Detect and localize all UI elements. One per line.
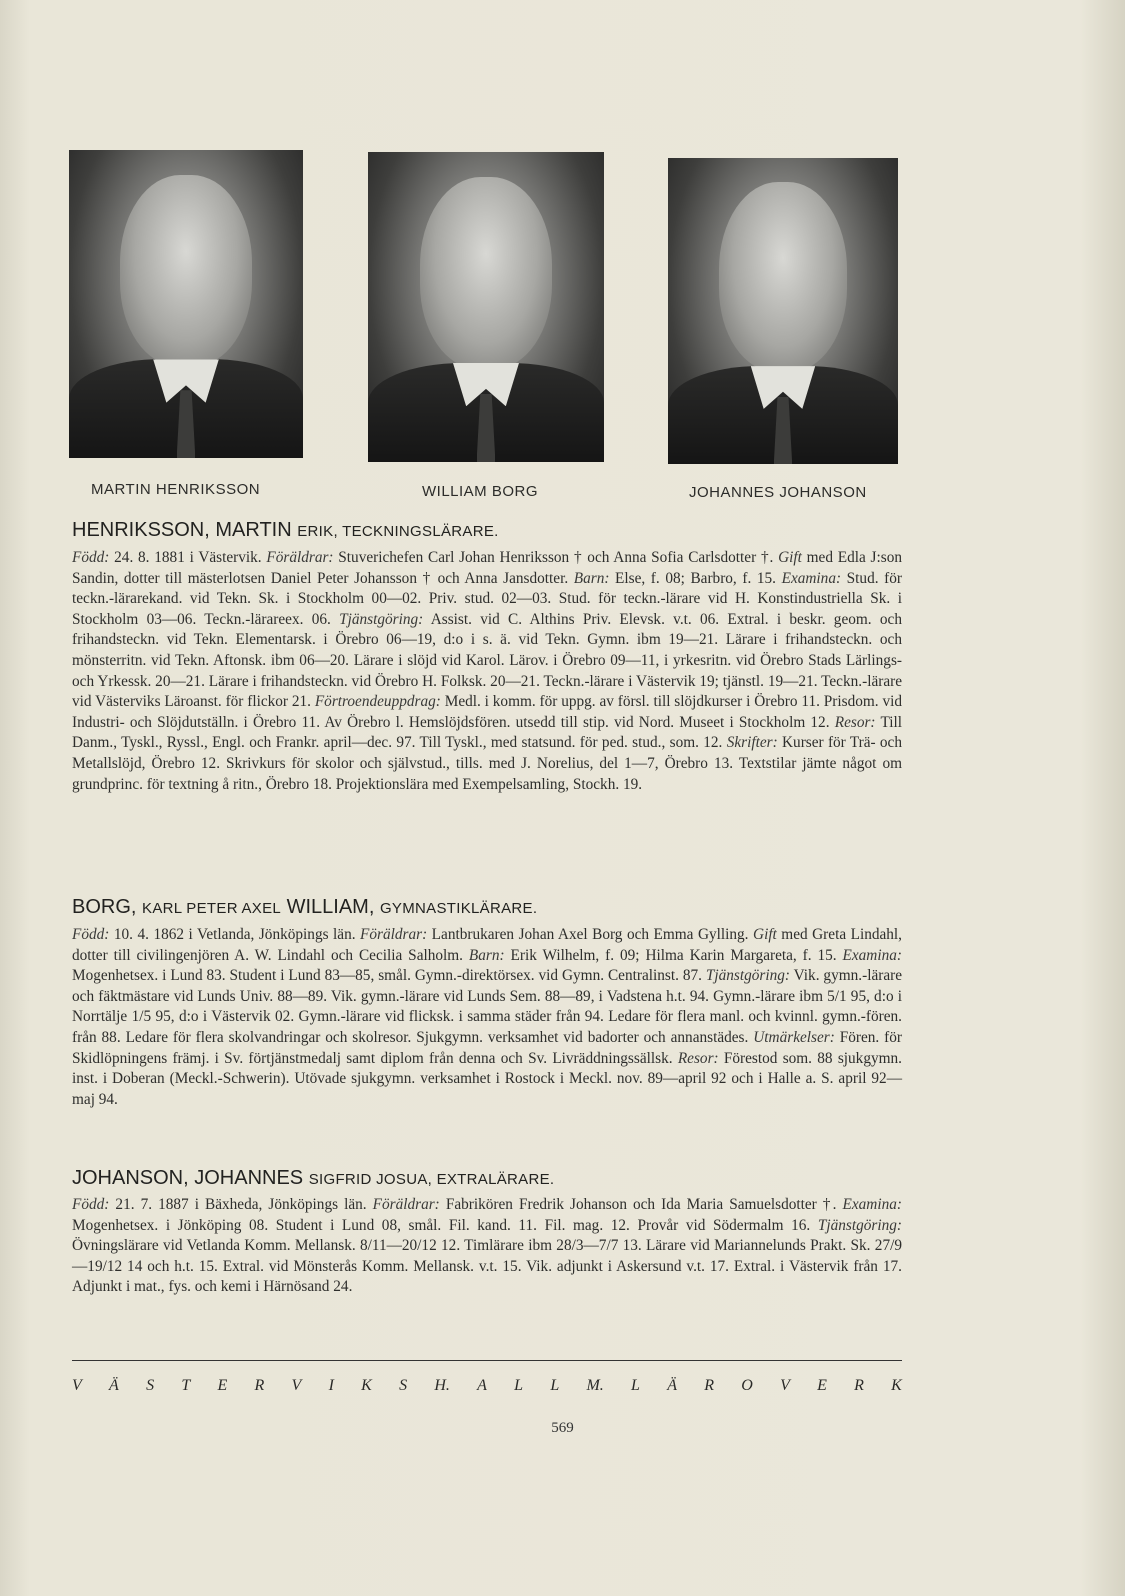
footer-letter: V bbox=[291, 1377, 302, 1394]
entry-body-johanson: Född: 21. 7. 1887 i Bäxheda, Jönköpings län. Föräldrar: Fabrikören Fredrik Johanson och Ida Maria Samuelsdotter †. Examina: Mogenhetsex. i Jönköping 08. Student i Lund 08, smål. Fil. kand. 11. Fil. mag. 12. Provår vid Södermalm 16. Tjänstgöring: Övningslärare vid Vetlanda Komm. Mellansk. 8/11—20/12 12. Timlärare ibm 28/3—7/7 13. Lärare vid Mariannelunds Prakt. Sk. 27/9—19/12 14 och h.t. 15. Extral. vid Mönsterås Komm. Mellansk. v.t. 15. Vik. adjunkt i Askersund v.t. 17. Extral. i Västervik från 17. Adjunkt i mat., fys. och kemi i Härnösand 24. bbox=[72, 1196, 902, 1296]
entry-body-borg: Född: 10. 4. 1862 i Vetlanda, Jönköpings län. Föräldrar: Lantbrukaren Johan Axel Borg och Emma Gylling. Gift med Greta Lindahl, dotter till civilingenjören A. W. Lindahl och Cecilia Salholm. Barn: Erik Wilhelm, f. 09; Hilma Karin Margareta, f. 15. Examina: Mogenhetsex. i Lund 83. Student i Lund 83—85, smål. Gymn.-direktörsex. vid Gymn. Centralinst. 87. Tjänstgöring: Vik. gymn.-lärare och fäktmästare vid Lunds Univ. 88—89. Vik. gymn.-lärare vid Lunds Sem. 88—89, i Vadstena h.t. 94. Gymn.-lärare ibm 5/1 95, d:o i Norrtälje 1/5 95, d:o i Västervik 02. Gymn.-lärare vid flicksk. i samma städer från 94. Ledare för flera manl. och kvinnl. gymn.-fören. från 88. Ledare för flera skolvandringar och skolresor. Sjukgymn. verksamhet vid badorter och annanstädes. Utmärkelser: Fören. för Skidlöpningens främj. i Sv. förtjänstmedalj samt diplom från denna och Sv. Livräddningssällsk. Resor: Förestod som. 88 sjukgymn. inst. i Doberan (Meckl.-Schwerin). Utövade sjukgymn. verksamhet i Rostock i Meckl. nov. 89—april 92 och i Halle a. S. april 92—maj 94. bbox=[72, 926, 903, 1108]
entry-heading-borg bbox=[72, 896, 537, 919]
footer-letter: V bbox=[780, 1377, 790, 1394]
footer-letter: E bbox=[817, 1377, 827, 1394]
entry-body-henriksson: Född: 24. 8. 1881 i Västervik. Föräldrar: Stuverichefen Carl Johan Henriksson † och Anna Sofia Carlsdotter †. Gift med Edla J:son Sandin, dotter till mästerlotsen Daniel Peter Johansson † och Anna Jansdotter. Barn: Else, f. 08; Barbro, f. 15. Examina: Stud. för teckn.-lärarekand. vid Tekn. Sk. i Stockholm 00—02. Priv. stud. 02—03. Stud. för teckn.-lärare vid H. Konstindustriella Sk. i Stockholm 03—06. Teckn.-lärareex. 06. Tjänstgöring: Assist. vid C. Althins Priv. Elevsk. v.t. 06. Extral. i beskr. geom. och frihandsteckn. vid Tekn. Elementarsk. i Örebro 06—19, d:o i s. ä. vid Tekn. Gymn. ibm 19—21. Lärare i frihandsteckn. och mönsterritn. vid Tekn. Aftonsk. ibm 06—20. Lärare i slöjd vid Karol. Lärov. i Örebro 09—11, i yrkesritn. vid Örebro Stads Lärlings- och Yrkessk. 20—21. Lärare i frihandsteckn. vid Örebro H. Folksk. 20—21. Teckn.-lärare i Västervik 19; tjänstl. 19—21. Teckn.-lärare vid Västerviks Läroanst. för flickor 21. Förtroendeuppdrag: Medl. i komm. för uppg. av försl. till slöjdkurser i Örebro 11. Prisdom. vid Industri- och Slöjdutställn. i Örebro 11. Av Örebro l. Hemslöjdsfören. utsedd till stip. vid Nord. Museet i Stockholm 12. Resor: Till Danm., Tyskl., Ryssl., Engl. och Frankr. april—dec. 97. Till Tyskl., med statsund. för ped. stud., som. 12. Skrifter: Kurser för Trä- och Metallslöjd, Örebro 12. Skrivkurs för skolor och självstud., tills. med J. Norelius, del 1—7, Örebro 13. Textstilar jämte något om grundprinc. för textning å ritn., Örebro 18. Projektionslära med Exempelsamling, Stockh. 19. bbox=[72, 549, 903, 793]
entry-title: SIGFRID JOSUA, EXTRALÄRARE. bbox=[308, 1171, 555, 1188]
portrait-martin-henriksson bbox=[69, 150, 303, 458]
footer-letter: R bbox=[854, 1377, 864, 1394]
caption-william-borg: WILLIAM BORG bbox=[422, 483, 539, 500]
page-number: 569 bbox=[551, 1420, 574, 1436]
entry-middle-names: KARL PETER AXEL bbox=[142, 900, 282, 917]
footer-letter: R bbox=[704, 1377, 715, 1394]
footer-letter: K bbox=[361, 1377, 372, 1394]
entry-name: HENRIKSSON, MARTIN bbox=[72, 519, 292, 541]
entry-title: GYMNASTIKLÄRARE. bbox=[379, 900, 538, 917]
entry-name: JOHANSON, JOHANNES bbox=[72, 1167, 304, 1189]
footer-letter: O bbox=[741, 1377, 753, 1394]
footer-letter: A bbox=[477, 1377, 487, 1394]
footer-letter: V bbox=[72, 1377, 82, 1394]
footer-letter: S bbox=[146, 1377, 155, 1394]
running-footer bbox=[72, 1377, 902, 1395]
footer-letter: Ä bbox=[109, 1377, 119, 1394]
footer-letter: T bbox=[181, 1377, 191, 1394]
portrait-william-borg bbox=[368, 152, 604, 462]
footer-letter: L bbox=[514, 1377, 524, 1394]
footer-letter: L bbox=[550, 1377, 560, 1394]
entry-given-name: WILLIAM, bbox=[286, 896, 375, 918]
entry-name: BORG, bbox=[72, 896, 137, 918]
footer-letter: E bbox=[217, 1377, 228, 1394]
footer-letter: L bbox=[631, 1377, 640, 1394]
footer-letter: I bbox=[328, 1377, 334, 1394]
footer-rule bbox=[72, 1360, 902, 1361]
caption-martin-henriksson: MARTIN HENRIKSSON bbox=[91, 481, 261, 498]
caption-johannes-johanson: JOHANNES JOHANSON bbox=[689, 484, 867, 501]
footer-letter: H. bbox=[434, 1377, 450, 1394]
footer-letter: Ä bbox=[667, 1377, 677, 1394]
footer-letter: R bbox=[254, 1377, 265, 1394]
footer-letter: S bbox=[399, 1377, 408, 1394]
footer-letter: K bbox=[891, 1377, 902, 1394]
entry-heading-johanson bbox=[72, 1167, 554, 1190]
entry-title: ERIK, TECKNINGSLÄRARE. bbox=[297, 523, 499, 540]
portrait-johannes-johanson bbox=[668, 158, 898, 464]
entry-heading-henriksson bbox=[72, 519, 499, 542]
footer-letter: M. bbox=[586, 1377, 604, 1394]
